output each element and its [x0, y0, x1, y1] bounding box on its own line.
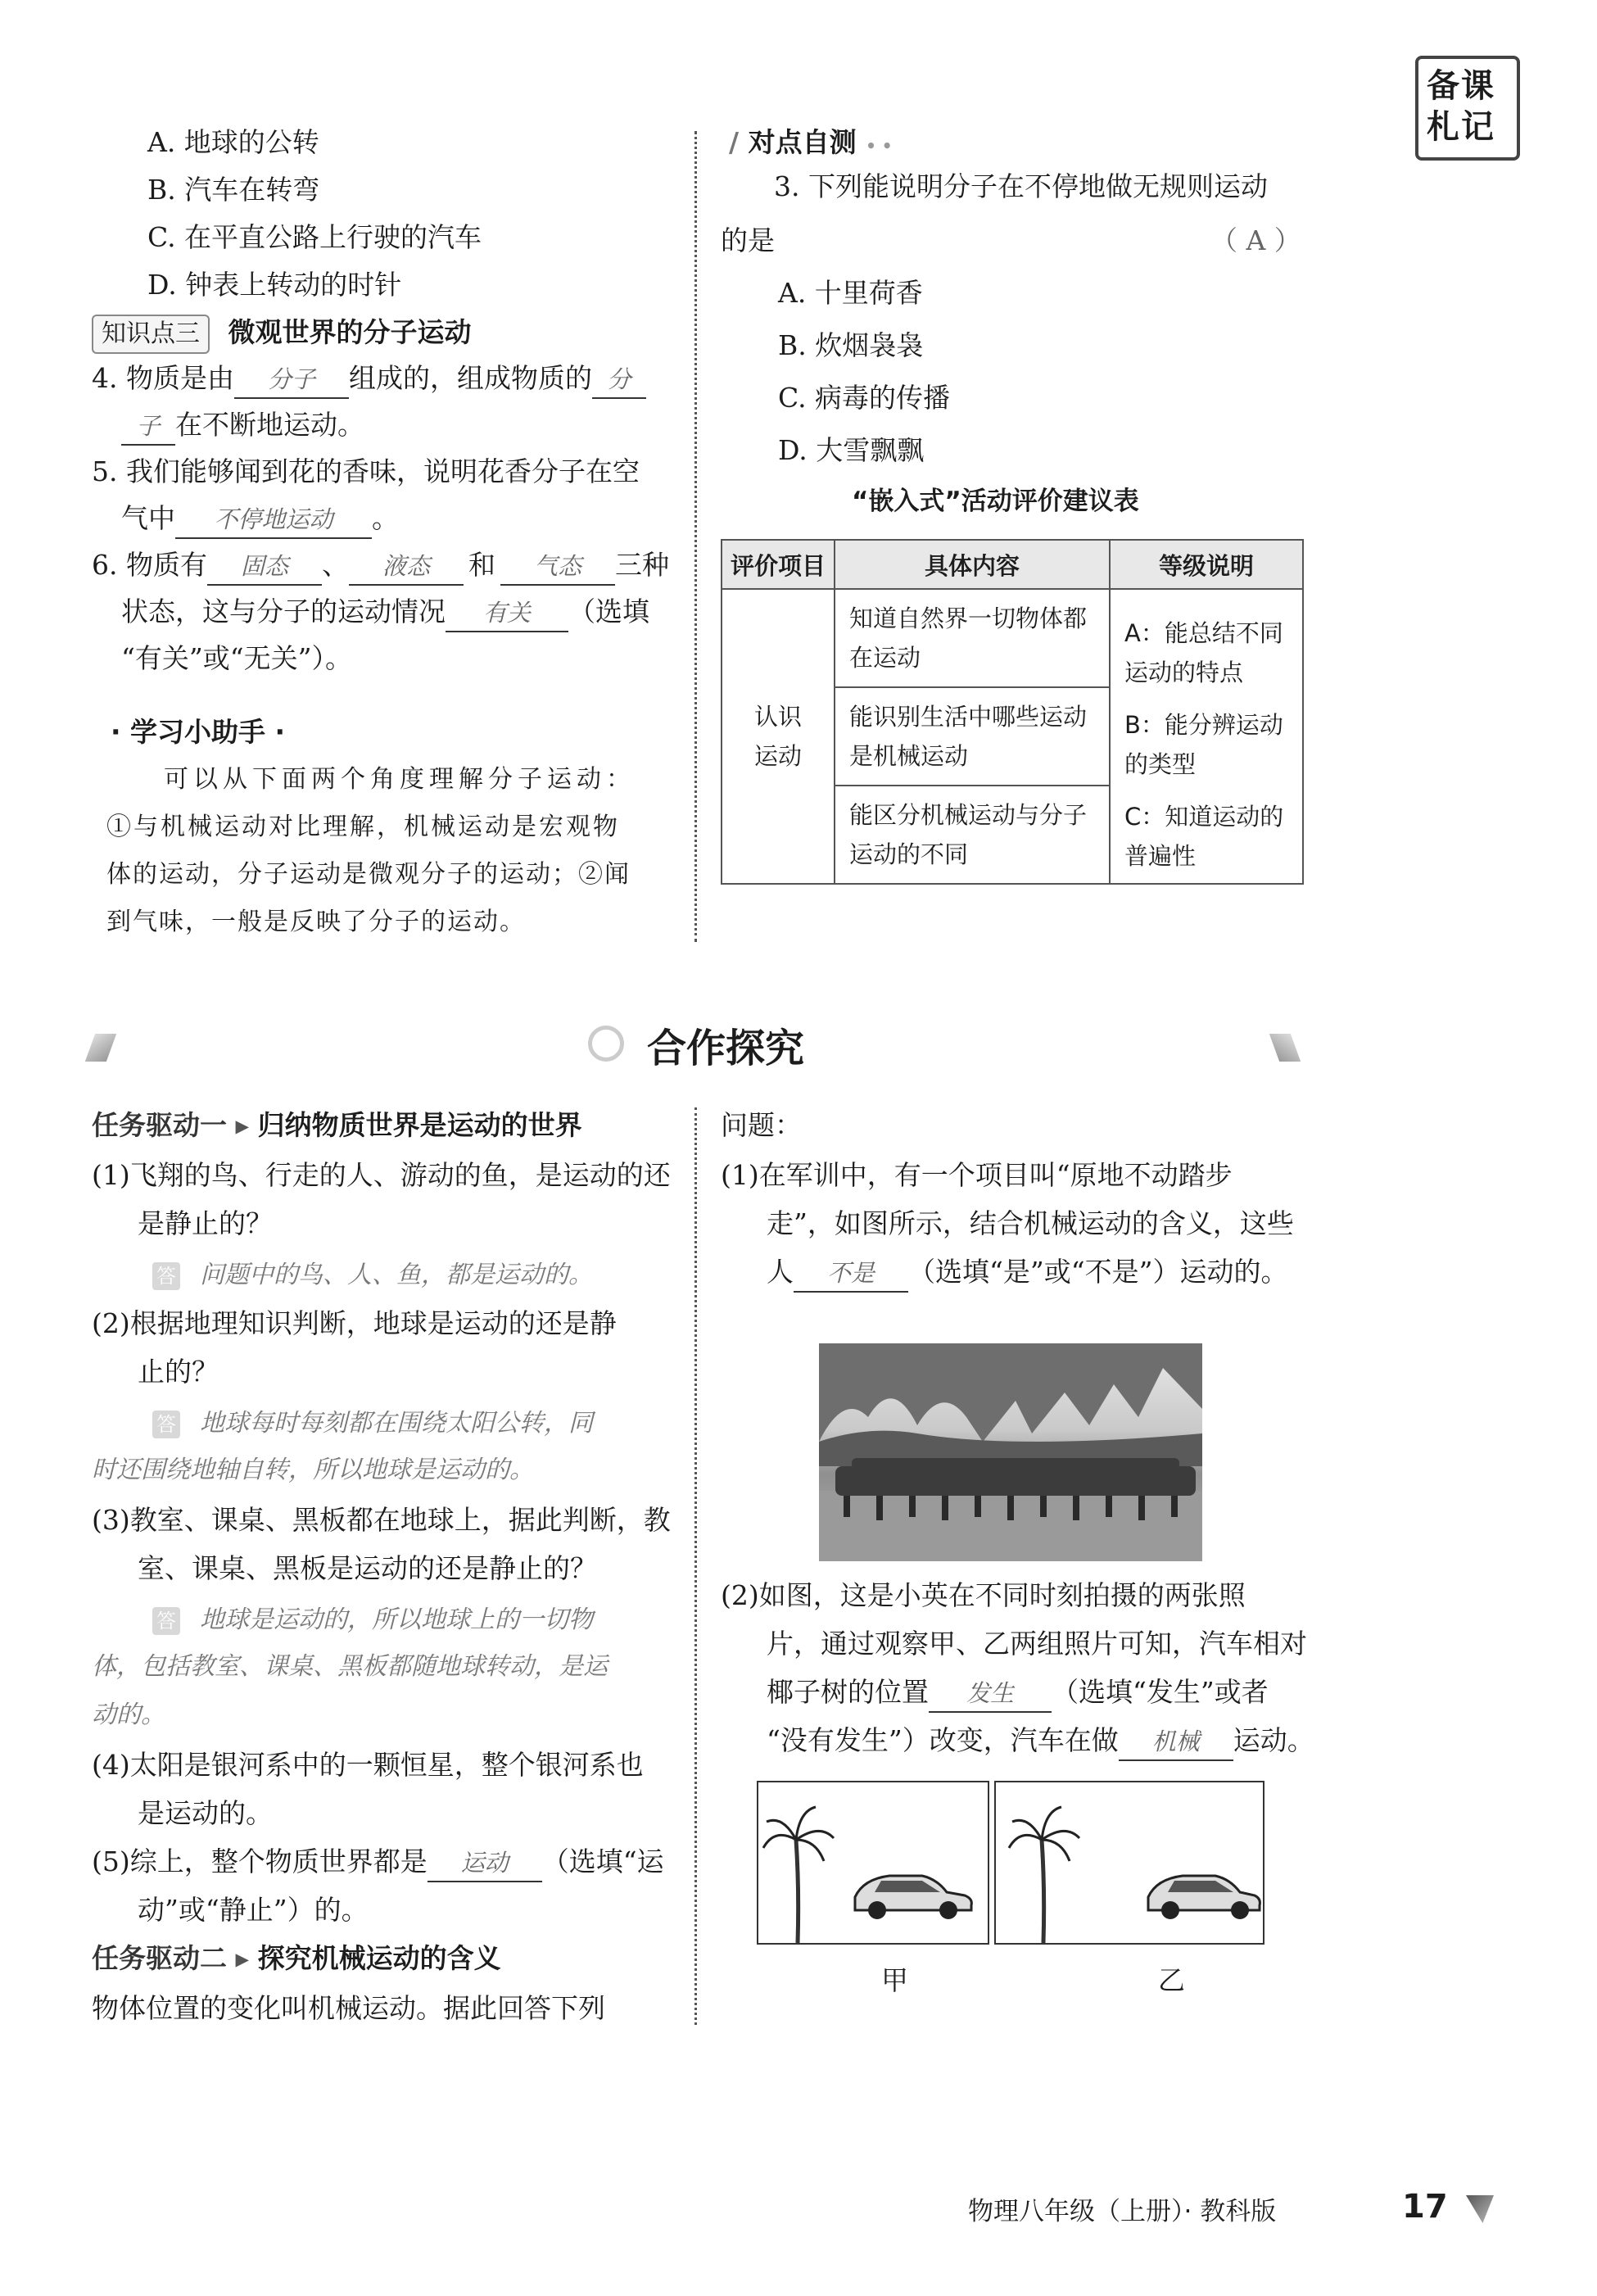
- q4b-line2: 是运动的。: [138, 1797, 273, 1829]
- section-title: 合作探究: [647, 1026, 805, 1071]
- a1-line: [152, 1256, 593, 1293]
- option-a: A. 地球的公转: [147, 126, 319, 158]
- q6-sep: 、: [321, 549, 349, 581]
- q3-line1: (3)教室、课桌、黑板都在地球上，据此判断，教: [92, 1504, 671, 1536]
- rq2-text-d: （选填“发生”或者: [1052, 1676, 1269, 1708]
- q3-option-b: B. 炊烟袅袅: [778, 329, 924, 361]
- label-jia: 甲: [881, 1964, 908, 1996]
- rq1-text-c: 人: [767, 1256, 794, 1288]
- q4-line2: [121, 407, 364, 446]
- q2-line2: 止的？: [138, 1356, 219, 1388]
- task1-heading: [92, 1107, 582, 1143]
- helper-line-4: 到气味，一般是反映了分子的运动。: [106, 908, 526, 936]
- q2-line1: (2)根据地理知识判断，地球是运动的还是静: [92, 1307, 617, 1339]
- q6-text-c: 状态，这与分子的运动情况: [121, 596, 446, 627]
- header-level: 等级说明: [1110, 540, 1303, 589]
- rq1-line3: [767, 1254, 1287, 1293]
- footer-book-title: 物理八年级（上册）· 教科版: [968, 2197, 1277, 2226]
- notes-badge: [1415, 56, 1520, 161]
- evaluation-table: [721, 539, 1304, 885]
- header-content: 具体内容: [835, 540, 1110, 589]
- a3-line1: [152, 1601, 593, 1638]
- military-training-photo: [819, 1343, 1202, 1561]
- q6-text-a: 6. 物质有: [92, 549, 207, 581]
- content-text: 能区分机械运动与分子运动的不同: [849, 801, 1088, 868]
- rq1-answer: 不是: [794, 1255, 908, 1293]
- palm-car-scene-yi: [996, 1782, 1263, 1943]
- helper-title: · 学习小助手 ·: [111, 716, 286, 748]
- magnifier-icon: [588, 1026, 624, 1062]
- q6-line2: [121, 594, 649, 632]
- q3-line2: 室、课桌、黑板是运动的还是静止的？: [138, 1552, 597, 1584]
- q6-text-d: （选填: [568, 596, 649, 627]
- q6-line3: “有关”或“无关”）。: [121, 642, 352, 674]
- q5b-text-a: (5)综上，整个物质世界都是: [92, 1845, 428, 1877]
- rq2-line4: [767, 1723, 1314, 1761]
- q4-answer-1: 分子: [234, 361, 349, 399]
- a3-line3: 动的。: [92, 1700, 165, 1729]
- task2-title: 探究机械运动的含义: [257, 1942, 501, 1974]
- task1-tag: 任务驱动一: [92, 1109, 227, 1141]
- q3-line2: 的是: [721, 224, 775, 256]
- q4-text-c: 在不断地运动。: [175, 409, 364, 441]
- rq1-line1: (1)在军训中，有一个项目叫“原地不动踏步: [721, 1159, 1233, 1191]
- notes-badge-text: 备课札记: [1427, 67, 1495, 146]
- option-d: D. 钟表上转动的时针: [147, 269, 402, 301]
- rq2-line1: (2)如图，这是小英在不同时刻拍摄的两张照: [721, 1579, 1246, 1611]
- column-divider-bottom: [694, 1107, 697, 2025]
- q6-answer-4: 有关: [446, 595, 568, 632]
- rq2-answer-1: 发生: [929, 1675, 1052, 1713]
- a3-line2: 体，包括教室、课桌、黑板都随地球转动，是运: [92, 1652, 608, 1681]
- rq2-text-c: 椰子树的位置: [767, 1676, 929, 1708]
- item-text: 认识运动: [753, 703, 802, 770]
- table-header-row: [722, 540, 1303, 589]
- a1-text: 问题中的鸟、人、鱼，都是运动的。: [200, 1261, 593, 1289]
- a2-line1: [152, 1404, 593, 1442]
- q1-line1: (1)飞翔的鸟、行走的人、游动的鱼，是运动的还: [92, 1159, 671, 1191]
- header-item: 评价项目: [722, 540, 835, 589]
- answer-badge-icon: 答: [152, 1262, 180, 1290]
- q3-option-a: A. 十里荷香: [778, 277, 923, 309]
- q6-answer-2: 液态: [349, 548, 464, 586]
- q3-option-c: C. 病毒的传播: [778, 382, 951, 414]
- content-cell: [835, 687, 1110, 786]
- kp3-tag: 知识点三: [92, 315, 210, 354]
- q4-text-a: 4. 物质是由: [92, 362, 234, 394]
- q3-answer: （ A ）: [1210, 224, 1301, 256]
- intro-line: 问题：: [721, 1109, 802, 1141]
- column-divider-top: [694, 131, 697, 942]
- content-cell: [835, 786, 1110, 884]
- rq1-line2: 走”，如图所示，结合机械运动的含义，这些: [767, 1207, 1294, 1239]
- helper-line-2: ①与机械运动对比理解，机械运动是宏观物: [106, 813, 620, 841]
- q5b-line1: [92, 1844, 664, 1882]
- table-row: [722, 589, 1303, 687]
- kp3-heading: [92, 315, 472, 354]
- level-b: B：能分辨运动的类型: [1124, 711, 1283, 778]
- item-cell: [722, 589, 835, 884]
- q6-line1: [92, 547, 669, 586]
- q3-line1: 3. 下列能说明分子在不停地做无规则运动: [774, 170, 1268, 202]
- rq2-answer-2: 机械: [1119, 1723, 1233, 1761]
- kp3-title: 微观世界的分子运动: [228, 316, 472, 348]
- content-cell: [835, 589, 1110, 687]
- content-text: 能识别生活中哪些运动是机械运动: [849, 703, 1088, 770]
- task2-text: 物体位置的变化叫机械运动。据此回答下列: [92, 1992, 605, 2024]
- q6-answer-3: 气态: [500, 548, 615, 586]
- self-test-label: 对点自测: [748, 126, 857, 158]
- q4-answer-2b: 子: [121, 408, 175, 446]
- answer-badge-icon: 答: [152, 1607, 180, 1635]
- q5b-text-b: （选填“运: [541, 1845, 664, 1877]
- q5-line2: [121, 500, 399, 539]
- q5-text-b: 气中: [121, 502, 175, 534]
- a3-text-1: 地球是运动的，所以地球上的一切物: [200, 1605, 593, 1634]
- q5-line1: 5. 我们能够闻到花的香味，说明花香分子在空: [92, 455, 640, 487]
- level-a: A：能总结不同运动的特点: [1124, 619, 1283, 686]
- photo-yi: [994, 1781, 1264, 1945]
- content-text: 知道自然界一切物体都在运动: [849, 605, 1088, 672]
- page-number: 17: [1402, 2188, 1448, 2226]
- photo-scene: [819, 1343, 1202, 1561]
- pencil-icon: ∕: [729, 126, 740, 158]
- option-b: B. 汽车在转弯: [147, 174, 320, 206]
- q5b-answer: 运动: [428, 1845, 542, 1882]
- a2-text-1: 地球每时每刻都在围绕太阳公转，同: [200, 1409, 593, 1438]
- rq2-line2: 片，通过观察甲、乙两组照片可知，汽车相对: [767, 1628, 1307, 1660]
- level-c: C：知道运动的普遍性: [1124, 803, 1284, 870]
- q5-answer: 不停地运动: [175, 501, 372, 539]
- dots-icon: • •: [866, 136, 893, 156]
- a2-line2: 时还围绕地轴自转，所以地球是运动的。: [92, 1456, 534, 1484]
- arrow-icon: ▸: [235, 1942, 250, 1974]
- task2-tag: 任务驱动二: [92, 1942, 227, 1974]
- q4b-line1: (4)太阳是银河系中的一颗恒星，整个银河系也: [92, 1749, 644, 1781]
- level-cell: [1110, 589, 1303, 884]
- task1-title: 归纳物质世界是运动的世界: [257, 1109, 582, 1141]
- q3-option-d: D. 大雪飘飘: [778, 434, 925, 466]
- option-c: C. 在平直公路上行驶的汽车: [147, 221, 482, 253]
- answer-badge-icon: 答: [152, 1411, 180, 1438]
- arrow-icon: ▸: [235, 1109, 250, 1141]
- label-yi: 乙: [1158, 1964, 1185, 1996]
- left-deco-icon: [85, 1034, 116, 1062]
- footer-deco-icon: [1466, 2195, 1494, 2223]
- rq2-text-f: 运动。: [1233, 1724, 1314, 1756]
- rq1-text-d: （选填“是”或“不是”）运动的。: [908, 1256, 1288, 1288]
- rq2-text-e: “没有发生”）改变，汽车在做: [767, 1724, 1119, 1756]
- q6-text-b: 三种: [614, 549, 669, 581]
- right-deco-icon: [1269, 1034, 1301, 1062]
- photo-jia: [757, 1781, 989, 1945]
- self-test-heading: [729, 125, 893, 164]
- q4-answer-2a: 分: [592, 361, 646, 399]
- rq2-line3: [767, 1674, 1269, 1713]
- table-title: “嵌入式”活动评价建议表: [852, 487, 1139, 516]
- q1-line2: 是静止的？: [138, 1207, 273, 1239]
- helper-line-3: 体的运动，分子运动是微观分子的运动；②闻: [106, 860, 631, 889]
- q5b-line2: 动”或“静止”）的。: [138, 1894, 369, 1926]
- palm-car-scene-jia: [758, 1782, 988, 1943]
- q5-text-c: 。: [372, 502, 399, 534]
- helper-line-1: 可以从下面两个角度理解分子运动：: [164, 765, 636, 794]
- q4-line1: [92, 360, 646, 399]
- q4-text-b: 组成的，组成物质的: [348, 362, 592, 394]
- q6-and: 和: [468, 549, 495, 581]
- task2-heading: [92, 1941, 501, 1977]
- q6-answer-1: 固态: [207, 548, 322, 586]
